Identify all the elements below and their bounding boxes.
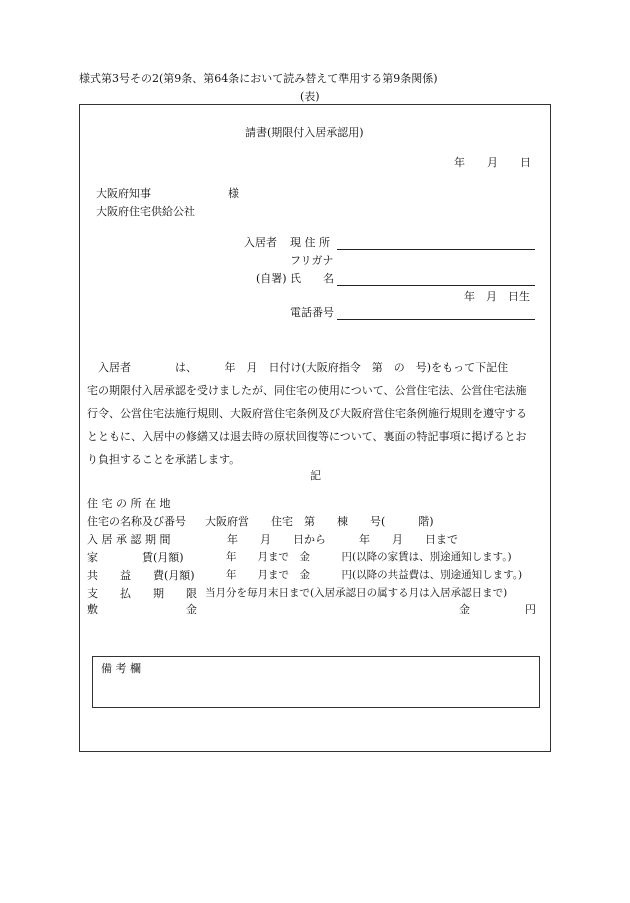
phone-label: 電話番号 bbox=[290, 306, 334, 319]
applicant-label: 入居者 bbox=[244, 236, 277, 249]
addressee-corporation: 大阪府住宅供給公社 bbox=[96, 205, 195, 218]
detail-value: 年 月まで 金 円(以降の家賃は、別途通知します。) bbox=[205, 551, 512, 563]
address-field[interactable] bbox=[337, 249, 535, 250]
remarks-label: 備 考 欄 bbox=[101, 662, 141, 675]
form-number: 様式第3号その2(第9条、第64条において読み替えて準用する第9条関係) bbox=[79, 72, 438, 85]
side-label: (表) bbox=[300, 90, 320, 103]
pledge-text bbox=[87, 356, 549, 471]
detail-label: 家 賃(月額) bbox=[87, 551, 184, 564]
detail-value: 当月分を毎月末日まで(入居承認日の属する月は入居承認日まで) bbox=[205, 587, 508, 599]
remarks-box[interactable] bbox=[92, 656, 540, 708]
birth-date: 年 月 日生 bbox=[464, 290, 530, 303]
pledge-line: り負担することを承諾します。 bbox=[87, 453, 241, 466]
detail-label: 住宅の名称及び番号 bbox=[87, 515, 186, 528]
self-sign-label: (自署) bbox=[256, 272, 287, 285]
detail-label: 住 宅 の 所 在 地 bbox=[87, 497, 171, 510]
phone-field[interactable] bbox=[337, 319, 535, 320]
furigana-label: フリガナ bbox=[290, 254, 334, 267]
submission-date: 年 月 日 bbox=[454, 156, 531, 169]
pledge-line: 宅の期限付入居承認を受けましたが、同住宅の使用について、公営住宅法、公営住宅法施 bbox=[87, 384, 527, 397]
detail-label: 共 益 費(月額) bbox=[87, 569, 195, 582]
detail-value: 年 月 日から 年 月 日まで bbox=[205, 533, 458, 546]
detail-label: 入 居 承 認 期 間 bbox=[87, 533, 171, 546]
detail-value: 大阪府営 住宅 第 棟 号( 階) bbox=[205, 515, 434, 528]
detail-value: 年 月まで 金 円(以降の共益費は、別途通知します。) bbox=[205, 569, 523, 581]
pledge-line: 入居者 は、 年 月 日付け(大阪府指令 第 の 号)をもって下記住 bbox=[87, 361, 509, 374]
pledge-line: とともに、入居中の修繕又は退去時の原状回復等について、裏面の特記事項に掲げるとお bbox=[87, 430, 527, 443]
addressee-honorific: 様 bbox=[228, 187, 239, 200]
detail-label: 支 払 期 限 bbox=[87, 587, 197, 600]
address-label: 現 住 所 bbox=[290, 236, 330, 249]
detail-value: 金 円 bbox=[459, 603, 536, 616]
ki-label: 記 bbox=[310, 469, 321, 482]
detail-label: 敷 金 bbox=[87, 603, 197, 616]
addressee-governor: 大阪府知事 bbox=[96, 187, 151, 200]
name-field[interactable] bbox=[337, 285, 535, 286]
pledge-line: 行令、公営住宅法施行規則、大阪府営住宅条例及び大阪府営住宅条例施行規則を遵守する bbox=[87, 407, 527, 420]
name-label: 氏 名 bbox=[290, 272, 334, 285]
form-title: 請書(期限付入居承認用) bbox=[245, 126, 364, 139]
